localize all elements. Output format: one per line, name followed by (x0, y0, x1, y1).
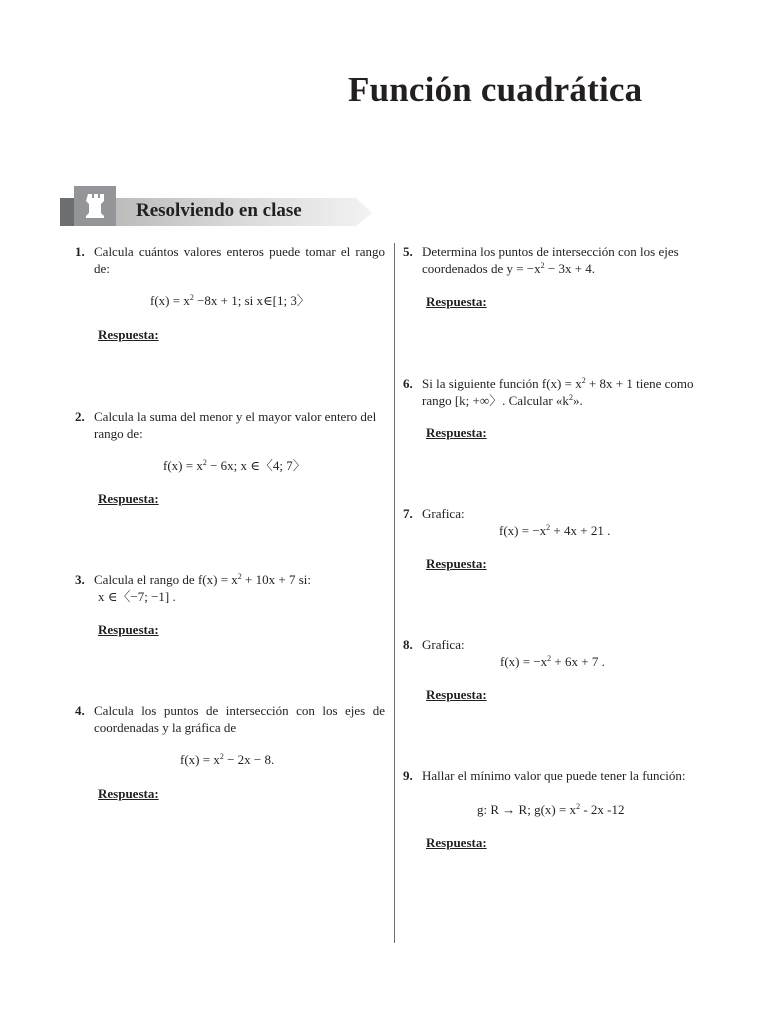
problem-formula: $f(x) = x^2 -8x + 1$; si x∈[1; 3〉 (150, 293, 310, 308)
problem-text: Determina los puntos de intersección con los ejes coordenados de $y = -x^2 - 3x + 4$. (422, 244, 679, 276)
answer-label: Respuesta: (98, 622, 159, 637)
problem-text: Calcula los puntos de intersección con los ejes de coordenadas y la gráfica de (94, 703, 385, 735)
problem-text: Hallar el mínimo valor que puede tener la función: (422, 768, 686, 783)
section-title: Resolviendo en clase (136, 200, 302, 221)
problem-text: Calcula la suma del menor y el mayor valor entero del rango de: (94, 409, 377, 441)
problem-number: 7. (403, 506, 413, 521)
problem-number: 4. (75, 703, 85, 718)
problem-formula: g: R → R; $g(x) = x^2 - 2x$ -12 (477, 802, 625, 817)
column-divider (394, 243, 395, 943)
problem-formula: $f(x) = x^2 - 2x - 8$. (180, 752, 275, 767)
problem-text: Grafica: (422, 637, 465, 652)
problem-number: 3. (75, 572, 85, 587)
page-title: Función cuadrática (348, 70, 643, 109)
problem-text: Si la siguiente función $f(x) = x^2 + 8x + 1$ tiene como rango [k; +∞〉. Calcular «$k^2$». (422, 376, 694, 408)
problem-number: 1. (75, 244, 85, 259)
answer-label: Respuesta: (98, 786, 159, 801)
problem-text: Calcula cuántos valores enteros puede tomar el rango de: (94, 244, 385, 276)
answer-label: Respuesta: (426, 294, 487, 309)
answer-label: Respuesta: (426, 556, 487, 571)
problem-number: 2. (75, 409, 85, 424)
problem-number: 9. (403, 768, 413, 783)
problem-text: Calcula el rango de $f(x) = x^2 + 10x + 7$ si: (94, 572, 311, 587)
answer-label: Respuesta: (426, 835, 487, 850)
problem-text-continued: x ∈〈−7; −1] . (98, 589, 176, 604)
answer-label: Respuesta: (98, 327, 159, 342)
problem-text: Grafica: (422, 506, 465, 521)
problem-number: 8. (403, 637, 413, 652)
chess-rook-icon (86, 193, 106, 219)
answer-label: Respuesta: (426, 687, 487, 702)
problem-number: 5. (403, 244, 413, 259)
problem-formula: $f(x) = -x^2 + 6x + 7$ . (500, 654, 605, 669)
answer-label: Respuesta: (426, 425, 487, 440)
problem-formula: $f(x) = x^2 - 6x$; x ∈〈4; 7〉 (163, 458, 306, 473)
answer-label: Respuesta: (98, 491, 159, 506)
problem-formula: $f(x) = -x^2 + 4x + 21$ . (499, 523, 611, 538)
problem-number: 6. (403, 376, 413, 391)
section-banner (60, 186, 375, 226)
